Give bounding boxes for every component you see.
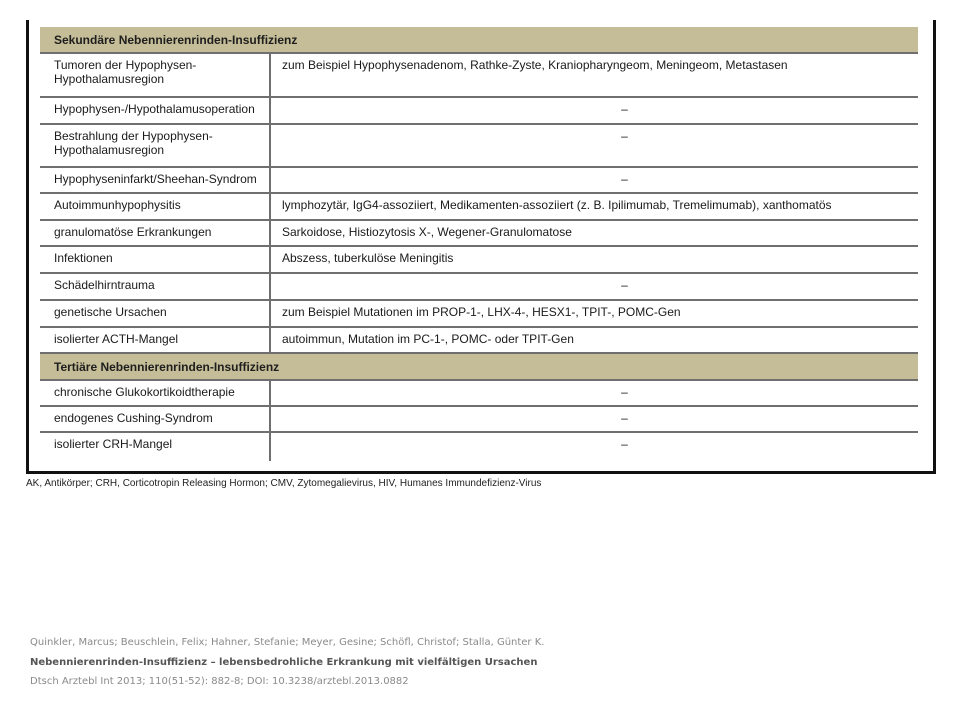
detail-cell: – (621, 102, 628, 116)
table-row (40, 98, 918, 125)
table-row (40, 328, 918, 354)
cause-cell: isolierter ACTH-Mangel (54, 332, 179, 346)
cause-cell: Tumoren der Hypophysen- Hypothalamusregion (54, 58, 197, 86)
detail-cell: – (621, 172, 628, 186)
cause-cell: Hypophyseninfarkt/Sheehan-Syndrom (54, 172, 257, 186)
detail-cell: Sarkoidose, Histiozytosis X-, Wegener-Granulomatose (269, 221, 918, 245)
causes-table (40, 27, 918, 461)
cause-cell: Schädelhirntrauma (54, 278, 155, 292)
detail-cell: – (621, 437, 628, 451)
table-row (40, 301, 918, 328)
table-row (40, 247, 918, 274)
cause-cell: endogenes Cushing-Syndrom (54, 411, 213, 425)
cause-cell: Autoimmunhypophysitis (54, 198, 181, 212)
citation-source: Dtsch Arztebl Int 2013; 110(51-52): 882-8; DOI: 10.3238/arztebl.2013.0882 (30, 676, 409, 687)
citation-authors: Quinkler, Marcus; Beuschlein, Felix; Hahner, Stefanie; Meyer, Gesine; Schöfl, Christof; Stalla, Günter K. (30, 637, 545, 648)
cause-cell: Bestrahlung der Hypophysen- Hypothalamusregion (54, 129, 213, 157)
table-row (40, 125, 918, 168)
detail-cell: – (621, 129, 628, 143)
detail-cell: autoimmun, Mutation im PC-1-, POMC- oder TPIT-Gen (269, 328, 918, 352)
table-row (40, 274, 918, 301)
cause-cell: genetische Ursachen (54, 305, 167, 319)
cause-cell: chronische Glukokortikoidtherapie (54, 385, 235, 399)
detail-cell: zum Beispiel Mutationen im PROP-1-, LHX-4-, HESX1-, TPIT-, POMC-Gen (269, 301, 918, 326)
citation-title: Nebennierenrinden-Insuffizienz – lebensbedrohliche Erkrankung mit vielfältigen Ursachen (30, 657, 538, 668)
cause-cell: granulomatöse Erkrankungen (54, 225, 212, 239)
table-row (40, 194, 918, 221)
table-footnote: AK, Antikörper; CRH, Corticotropin Releasing Hormon; CMV, Zytomegalievirus, HIV, Humanes Immundefizienz-Virus (26, 478, 542, 489)
table-row (40, 433, 918, 461)
detail-cell: Abszess, tuberkulöse Meningitis (269, 247, 918, 272)
detail-cell: – (621, 411, 628, 425)
detail-cell: – (621, 385, 628, 399)
cause-cell: isolierter CRH-Mangel (54, 437, 173, 451)
detail-cell: – (621, 278, 628, 292)
section-header-tertiary: Tertiäre Nebennierenrinden-Insuffizienz (40, 354, 918, 381)
table-row (40, 407, 918, 433)
cause-cell: Hypophysen-/Hypothalamusoperation (54, 102, 255, 116)
cause-cell: Infektionen (54, 251, 113, 265)
table-row (40, 168, 918, 194)
section-header-secondary: Sekundäre Nebennierenrinden-Insuffizienz (40, 27, 918, 54)
table-row (40, 54, 918, 98)
table-row (40, 381, 918, 407)
table-row (40, 221, 918, 247)
detail-cell: zum Beispiel Hypophysenadenom, Rathke-Zyste, Kraniopharyngeom, Meningeom, Metastasen (269, 54, 918, 96)
detail-cell: lymphozytär, IgG4-assoziiert, Medikamenten-assoziiert (z. B. Ipilimumab, Tremelimumab), xanthomatös (269, 194, 918, 219)
